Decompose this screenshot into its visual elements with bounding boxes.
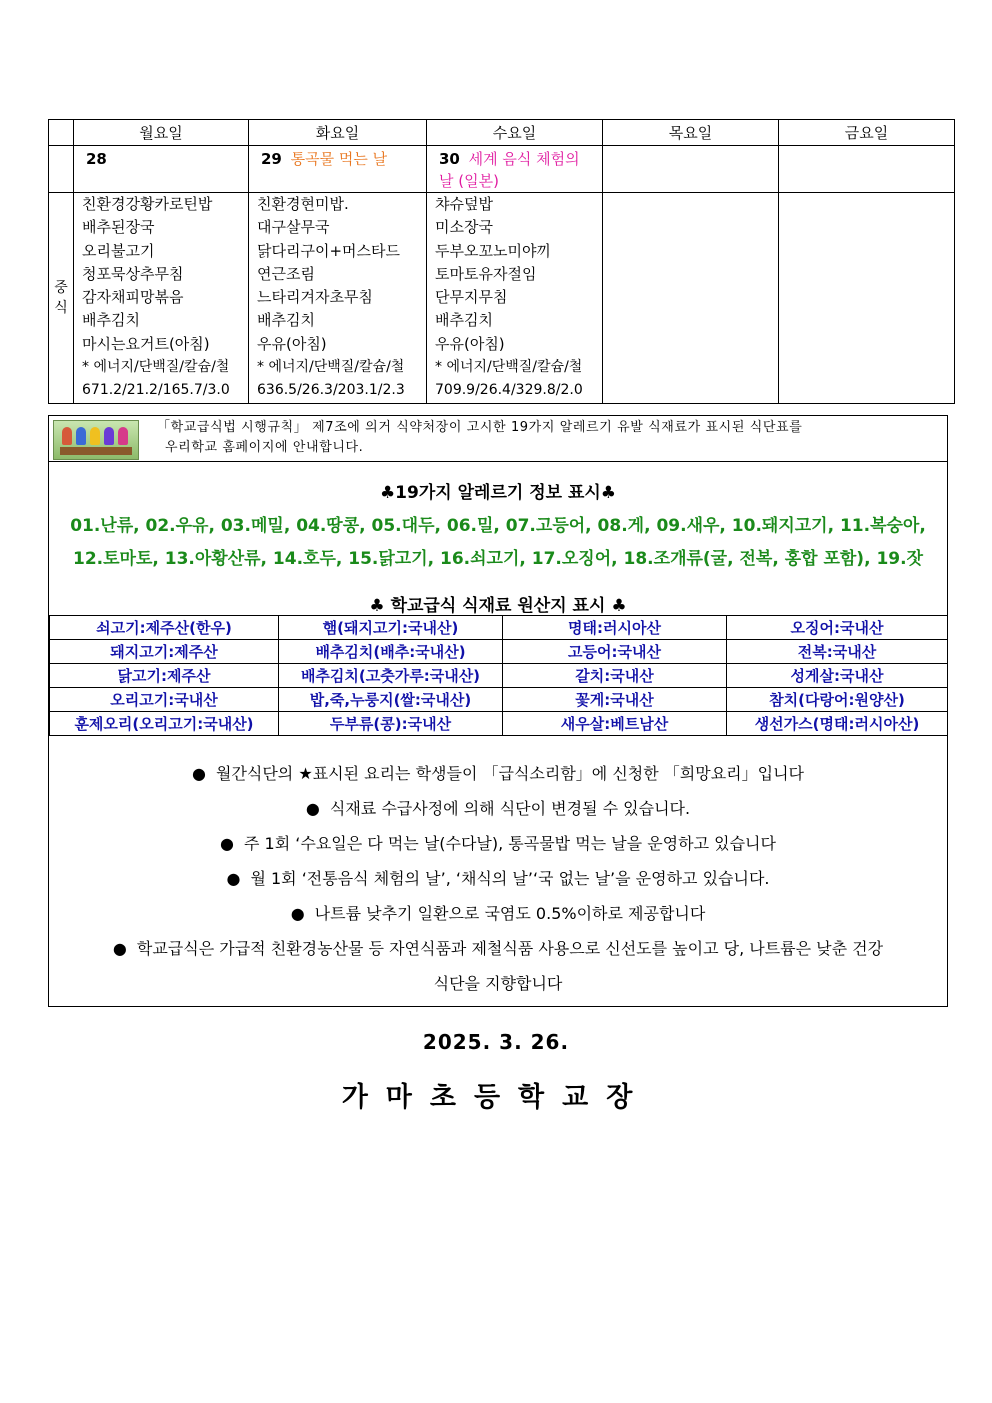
menu-item: 배추된장국 <box>82 218 155 237</box>
menu-item: 친환경강황카로틴밥 <box>82 195 213 213</box>
notice-line-1: 「학교급식법 시행규칙」 제7조에 의거 식약처장이 고시한 19가지 알레르기 유발 식재료가 표시된 식단표를 <box>157 420 803 435</box>
note-text: 나트륨 낮추기 일환으로 국염도 0.5%이하로 제공합니다 <box>314 904 706 923</box>
issue-date: 2025. 3. 26. <box>422 1030 570 1054</box>
allergy-line-1: 01.난류, 02.우유, 03.메밀, 04.땅콩, 05.대두, 06.밀, 07.고등어, 08.게, 09.새우, 10.돼지고기, 11.복숭아, <box>70 516 926 536</box>
note-text: 월 1회 ‘전통음식 체험의 날’, ‘채식의 날’‘국 없는 날’을 운영하고 있습니다. <box>250 869 770 888</box>
principal-signature: 가마초등학교장 <box>341 1082 651 1113</box>
origin-row <box>50 688 948 712</box>
menu-item: 오리불고기 <box>82 241 155 260</box>
origin-cell: 햄(돼지고기:국내산) <box>279 616 503 640</box>
note-text: 월간식단의 ★표시된 요리는 학생들이 「급식소리함」에 신청한 「희망요리」입니다 <box>215 764 804 783</box>
origin-cell: 돼지고기:제주산 <box>50 640 279 664</box>
menu-item: 미소장국 <box>435 218 493 237</box>
menu-item: 챠슈덮밥 <box>435 195 493 213</box>
note-text: 학교급식은 가급적 친환경농산물 등 자연식품과 제철식품 사용으로 신선도를 높이고 당, 나트륨은 낮춘 건강 <box>136 939 884 958</box>
menu-item: 감자채피망볶음 <box>82 288 184 307</box>
menu-item: 느타리겨자초무침 <box>257 288 373 307</box>
allergy-title: ♣19가지 알레르기 정보 표시♣ <box>379 483 617 503</box>
menu-item: 우유(아침) <box>435 334 505 353</box>
day-header-wed: 수요일 <box>427 120 603 146</box>
origin-cell: 훈제오리(오리고기:국내산) <box>50 712 279 736</box>
date-number: 30 <box>439 150 460 168</box>
day-header-mon: 월요일 <box>74 120 249 146</box>
allergy-line-2: 12.토마토, 13.아황산류, 14.호두, 15.닭고기, 16.쇠고기, 17.오징어, 18.조개류(굴, 전복, 홍합 포함), 19.잣 <box>72 549 923 569</box>
note-item <box>49 861 947 896</box>
notice-text <box>157 418 802 458</box>
notice-box <box>48 415 948 1007</box>
origin-table <box>49 615 948 736</box>
nutrition-label: * 에너지/단백질/칼슘/철 <box>82 359 230 376</box>
menu-item: 배추김치 <box>435 311 493 330</box>
event-label: 통곡물 먹는 날 <box>290 150 388 168</box>
note-item-continuation: 식단을 지향합니다 <box>433 974 563 993</box>
origin-cell: 새우살:베트남산 <box>503 712 727 736</box>
notes-list <box>49 756 947 1001</box>
menu-item: 배추김치 <box>82 311 140 330</box>
menu-item: 닭다리구이+머스타드 <box>257 241 400 260</box>
origin-cell: 쇠고기:제주산(한우) <box>50 616 279 640</box>
lunch-row <box>49 193 955 404</box>
origin-cell: 성게살:국내산 <box>727 664 948 688</box>
date-cell-tue <box>249 146 427 193</box>
menu-item: 연근조림 <box>257 264 315 283</box>
origin-cell: 명태:러시아산 <box>503 616 727 640</box>
day-header-thu: 목요일 <box>603 120 779 146</box>
origin-cell: 꽃게:국내산 <box>503 688 727 712</box>
nutrition-label: * 에너지/단백질/칼슘/철 <box>257 359 405 376</box>
notice-line-2: 우리학교 홈페이지에 안내합니다. <box>165 440 364 455</box>
menu-cell-thu <box>603 193 779 404</box>
meal-label-lunch <box>49 193 74 404</box>
menu-cell-wed <box>427 193 603 404</box>
menu-item: 우유(아침) <box>257 334 327 353</box>
note-text: 주 1회 ‘수요일은 다 먹는 날(수다날), 통곡물밥 먹는 날을 운영하고 있습니다 <box>244 834 776 853</box>
note-item <box>49 896 947 931</box>
note-item <box>49 826 947 861</box>
origin-row <box>50 664 948 688</box>
origin-cell: 참치(다랑어:원양산) <box>727 688 948 712</box>
origin-row <box>50 640 948 664</box>
date-row-label <box>49 146 74 193</box>
nutrition-values: 709.9/26.4/329.8/2.0 <box>435 382 583 399</box>
meal-label-text: 중식 <box>54 279 68 316</box>
menu-item: 대구살무국 <box>257 218 330 237</box>
note-item <box>49 791 947 826</box>
bullet-icon: ● <box>290 904 305 923</box>
menu-item: 배추김치 <box>257 311 315 330</box>
origin-cell: 오징어:국내산 <box>727 616 948 640</box>
bullet-icon: ● <box>192 764 206 783</box>
bullet-icon: ● <box>226 869 241 888</box>
cafeteria-illustration-icon <box>53 420 139 460</box>
date-number: 28 <box>86 150 107 168</box>
nutrition-values: 636.5/26.3/203.1/2.3 <box>257 382 405 399</box>
menu-item: 친환경현미밥. <box>257 195 349 213</box>
date-cell-thu <box>603 146 779 193</box>
origin-cell: 두부류(콩):국내산 <box>279 712 503 736</box>
day-header-fri: 금요일 <box>779 120 955 146</box>
date-number: 29 <box>261 150 282 168</box>
bullet-icon: ● <box>305 799 320 818</box>
origin-cell: 갈치:국내산 <box>503 664 727 688</box>
origin-cell: 배추김치(배추:국내산) <box>279 640 503 664</box>
menu-item: 토마토유자절임 <box>435 264 537 283</box>
menu-item: 청포묵상추무침 <box>82 264 184 283</box>
menu-item: 두부오꼬노미야끼 <box>435 241 551 260</box>
origin-cell: 배추김치(고춧가루:국내산) <box>279 664 503 688</box>
origin-cell: 오리고기:국내산 <box>50 688 279 712</box>
day-header-row <box>49 120 955 146</box>
origin-cell: 고등어:국내산 <box>503 640 727 664</box>
origin-cell: 전복:국내산 <box>727 640 948 664</box>
date-cell-mon <box>74 146 249 193</box>
origin-cell: 밥,죽,누룽지(쌀:국내산) <box>279 688 503 712</box>
day-header-tue: 화요일 <box>249 120 427 146</box>
origin-cell: 생선가스(명태:러시아산) <box>727 712 948 736</box>
notice-header <box>49 416 947 462</box>
origin-title: ♣ 학교급식 식재료 원산지 표시 ♣ <box>369 596 627 616</box>
menu-cell-fri <box>779 193 955 404</box>
origin-row <box>50 616 948 640</box>
note-item <box>49 931 947 966</box>
menu-item: 단무지무침 <box>435 288 508 307</box>
weekly-menu-table <box>48 119 955 404</box>
date-cell-wed <box>427 146 603 193</box>
date-cell-fri <box>779 146 955 193</box>
menu-cell-tue <box>249 193 427 404</box>
note-text: 식재료 수급사정에 의해 식단이 변경될 수 있습니다. <box>329 799 691 818</box>
origin-cell: 닭고기:제주산 <box>50 664 279 688</box>
nutrition-values: 671.2/21.2/165.7/3.0 <box>82 382 230 399</box>
corner-cell <box>49 120 74 146</box>
bullet-icon: ● <box>220 834 235 853</box>
date-row <box>49 146 955 193</box>
bullet-icon: ● <box>112 939 127 958</box>
origin-row <box>50 712 948 736</box>
menu-cell-mon <box>74 193 249 404</box>
note-item <box>49 756 947 791</box>
menu-item: 마시는요거트(아침) <box>82 334 210 353</box>
event-label: 세계 음식 체험의 날 (일본) <box>439 150 580 190</box>
nutrition-label: * 에너지/단백질/칼슘/철 <box>435 359 583 376</box>
